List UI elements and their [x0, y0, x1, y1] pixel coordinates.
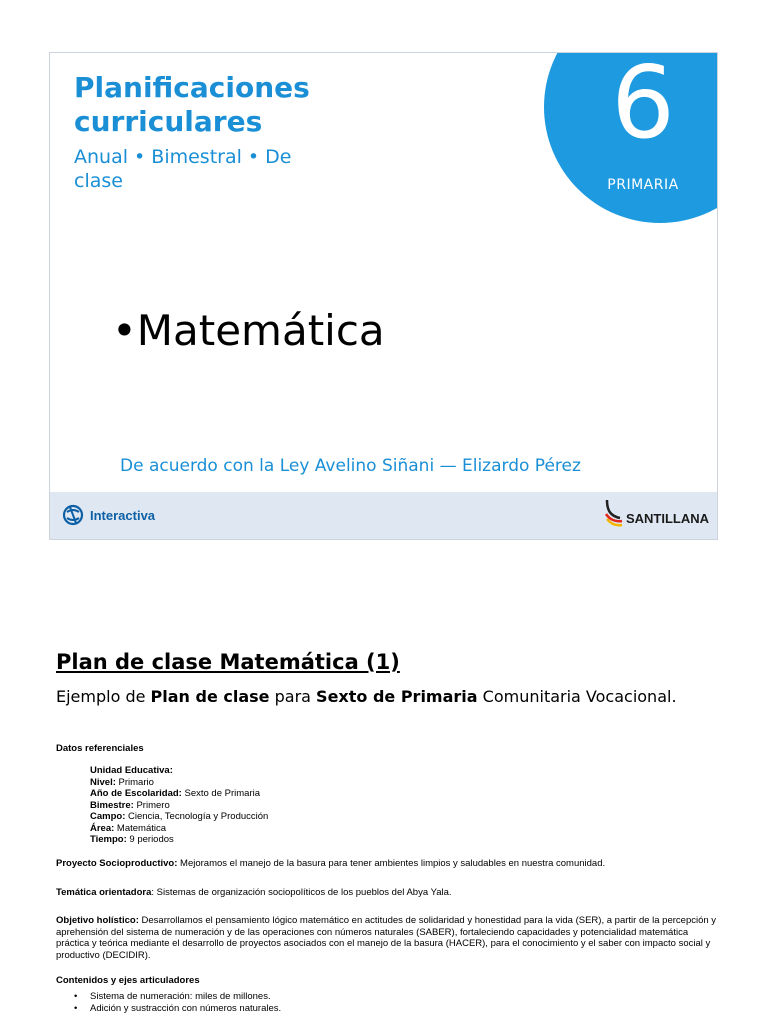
datos-value: Sexto de Primaria	[181, 788, 261, 799]
contenidos-item: • Adición y sustracción con números naturales.	[74, 1003, 281, 1015]
datos-value: Primario	[115, 776, 154, 788]
datos-value: Primero	[133, 799, 170, 811]
santillana-logo-icon	[604, 498, 624, 528]
proyecto-text: Mejoramos el manejo de la basura para tener ambientes limpios y saludables en nuestra comunidad.	[177, 858, 606, 869]
interactiva-brand	[62, 504, 155, 526]
contenidos-heading: Contenidos y ejes articuladores	[56, 975, 200, 986]
interactiva-label: Interactiva	[90, 507, 156, 523]
law-line: De acuerdo con la Ley Avelino Siñani — Elizardo Pérez	[120, 456, 581, 476]
datos-label: Año de Escolaridad:	[90, 788, 182, 799]
cover-footer	[50, 492, 717, 539]
objetivo-text: Desarrollamos el pensamiento lógico matemático en actitudes de solidaridad y honestidad para la vida (SER), a partir de la percepción y aprehensión del sistema de numeración y de las operaciones con números naturales (SABER), fortaleciendo capacidades y potencialidad matemática práctica y teórica mediante el desarrollo de proyectos asociados con el manejo de la basura (HACER), para el conocimiento y el saber con impacto social y productivo (DECIDIR).	[56, 915, 717, 961]
grade-label: PRIMARIA	[607, 177, 679, 193]
document-title: Plan de clase Matemática (1)	[56, 650, 400, 674]
proyecto-paragraph	[56, 858, 722, 870]
datos-value: 9 periodos	[126, 834, 174, 845]
intro-bold-1: Plan de clase	[150, 687, 270, 706]
datos-item	[90, 811, 268, 823]
document-intro	[56, 686, 736, 708]
objetivo-label: Objetivo holístico:	[56, 915, 139, 926]
datos-heading: Datos referenciales	[56, 743, 144, 754]
datos-item	[90, 823, 268, 835]
intro-text-3: Comunitaria Vocacional.	[477, 687, 677, 706]
datos-item	[90, 765, 268, 777]
intro-text-2: para	[269, 687, 317, 706]
tematica-paragraph	[56, 887, 722, 899]
objetivo-paragraph	[56, 915, 722, 961]
datos-item	[90, 777, 268, 789]
datos-label: Tiempo:	[90, 834, 127, 845]
intro-bold-2: Sexto de Primaria	[316, 687, 478, 706]
interactiva-logo-icon	[62, 504, 84, 526]
tematica-text: : Sistemas de organización sociopolíticos de los pueblos del Abya Yala.	[151, 887, 452, 898]
cover-slide	[49, 52, 718, 540]
cover-subtitle: Anual • Bimestral • De clase	[74, 146, 292, 192]
cover-title: Planificaciones curriculares	[74, 71, 310, 138]
santillana-brand	[604, 498, 709, 528]
contenidos-list	[74, 991, 281, 1014]
proyecto-label: Proyecto Socioproductivo:	[56, 858, 178, 869]
datos-label: Nivel:	[90, 776, 116, 788]
subject-title: •Matemática	[112, 306, 385, 355]
datos-list	[90, 765, 268, 846]
contenidos-item: • Sistema de numeración: miles de millones.	[74, 991, 281, 1003]
datos-label: Campo:	[90, 811, 126, 822]
datos-item	[90, 834, 268, 846]
datos-item	[90, 800, 268, 812]
datos-label: Área:	[90, 822, 115, 834]
datos-label: Unidad Educativa:	[90, 765, 173, 776]
tematica-label: Temática orientadora	[56, 887, 152, 898]
datos-value: Matemática	[114, 822, 167, 834]
intro-text-1: Ejemplo de	[56, 687, 151, 706]
datos-value: Ciencia, Tecnología y Producción	[125, 811, 269, 822]
grade-number: 6	[611, 52, 675, 161]
datos-label: Bimestre:	[90, 799, 134, 811]
santillana-label: SANTILLANA	[625, 511, 709, 526]
datos-item	[90, 788, 268, 800]
